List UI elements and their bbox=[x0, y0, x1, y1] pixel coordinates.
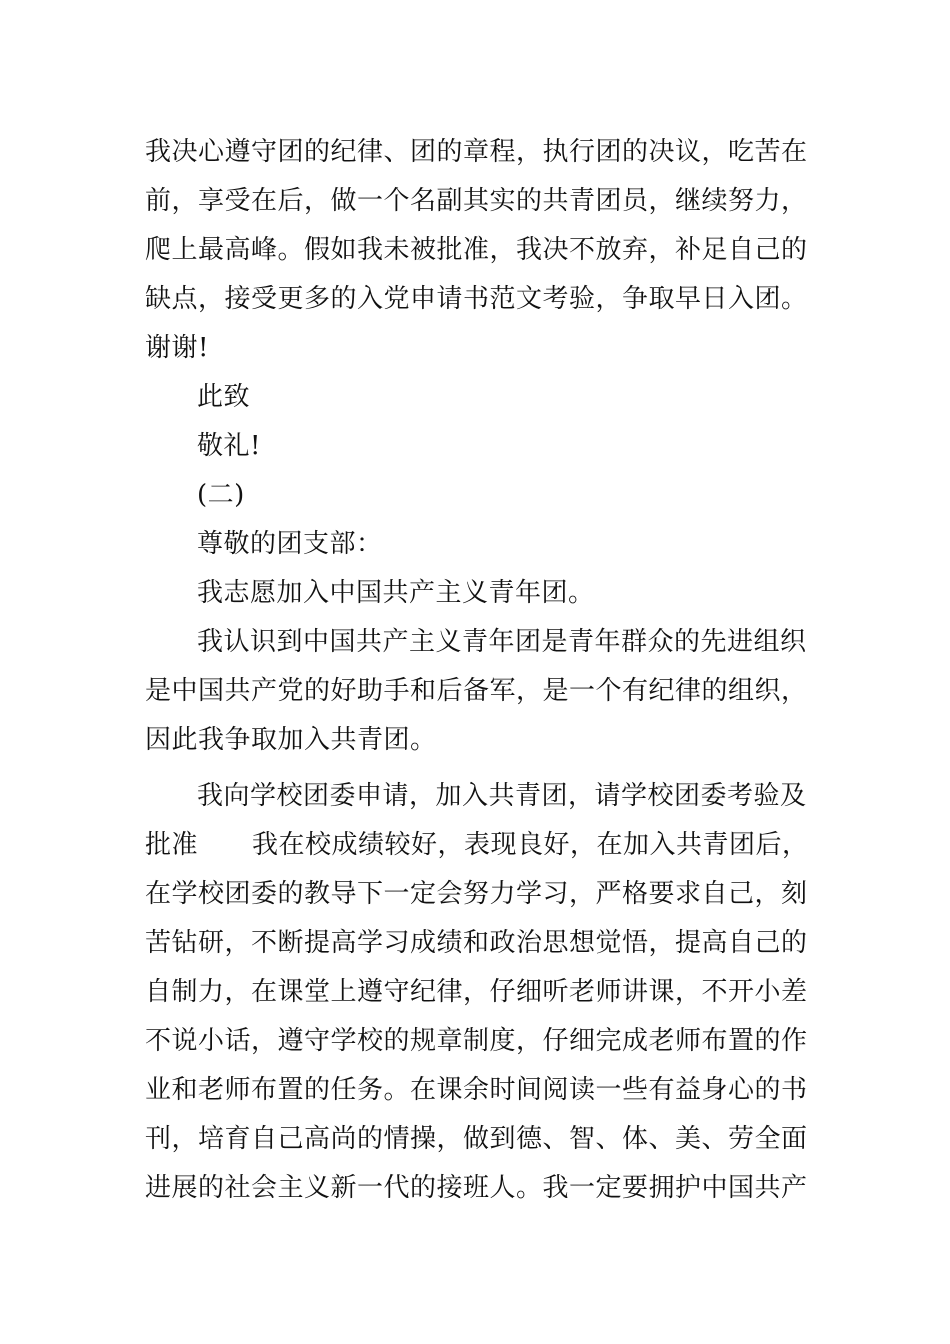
text-fragment: 我在校成绩较好，表现良好，在加入共青团后， bbox=[252, 830, 809, 860]
text-line: 进展的社会主义新一代的接班人。我一定要拥护中国共产 bbox=[145, 1173, 808, 1203]
text-line: 在学校团委的教导下一定会努力学习，严格要求自己，刻 bbox=[145, 879, 808, 909]
text-line: 爬上最高峰。假如我未被批准，我决不放弃，补足自己的 bbox=[145, 235, 808, 265]
text-line: 不说小话，遵守学校的规章制度，仔细完成老师布置的作 bbox=[145, 1026, 808, 1056]
text-line: 刊，培育自己高尚的情操，做到德、智、体、美、劳全面 bbox=[145, 1124, 808, 1154]
text-line bbox=[145, 821, 807, 870]
text-line: 我向学校团委申请，加入共青团，请学校团委考验及 bbox=[197, 781, 807, 811]
text-line: 苦钻研，不断提高学习成绩和政治思想觉悟，提高自己的 bbox=[145, 928, 808, 958]
text-line: 是中国共产党的好助手和后备军，是一个有纪律的组织， bbox=[145, 676, 808, 706]
document-body bbox=[145, 128, 807, 1213]
text-line: 自制力，在课堂上遵守纪律，仔细听老师讲课，不开小差 bbox=[145, 977, 808, 1007]
closing-salutation: 此致 bbox=[197, 382, 251, 412]
text-fragment: 批准 bbox=[145, 830, 199, 860]
text-line: 谢谢! bbox=[145, 333, 209, 363]
text-line: 我认识到中国共产主义青年团是青年群众的先进组织 bbox=[197, 627, 807, 657]
closing-regards: 敬礼! bbox=[197, 431, 261, 461]
text-line: 我决心遵守团的纪律、团的章程，执行团的决议，吃苦在 bbox=[145, 137, 808, 167]
text-line: 因此我争取加入共青团。 bbox=[145, 725, 437, 755]
text-line: 前，享受在后，做一个名副其实的共青团员，继续努力， bbox=[145, 186, 808, 216]
section-number: (二) bbox=[197, 480, 245, 510]
text-line: 业和老师布置的任务。在课余时间阅读一些有益身心的书 bbox=[145, 1075, 808, 1105]
letter-greeting: 尊敬的团支部： bbox=[197, 529, 383, 559]
text-line: 缺点，接受更多的入党申请书范文考验，争取早日入团。 bbox=[145, 284, 808, 314]
text-line: 我志愿加入中国共产主义青年团。 bbox=[197, 578, 595, 608]
